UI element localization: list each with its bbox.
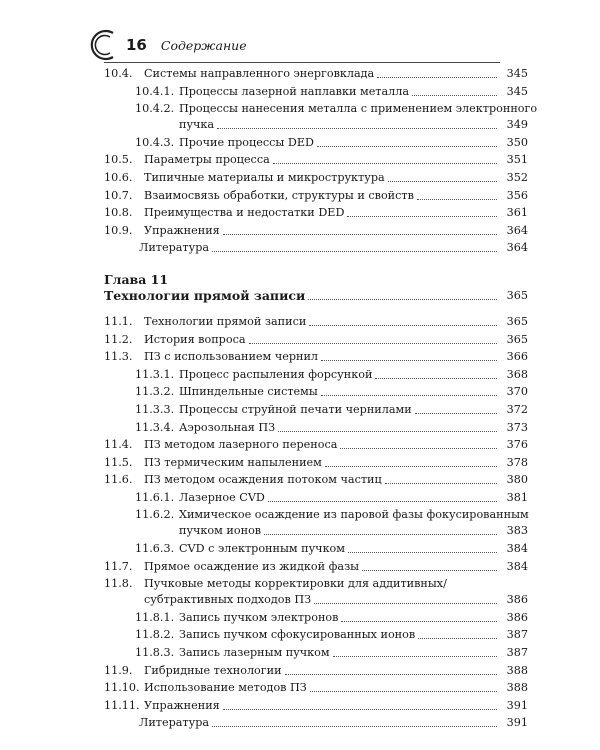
entry-title-text: Шпиндельные системы [179,385,318,399]
toc-entry[interactable] [104,402,528,418]
page-ref: 378 [506,455,528,469]
entry-title [104,314,306,330]
page-ref: 381 [506,490,528,504]
toc-entry[interactable] [104,576,528,608]
entry-title [139,715,209,731]
toc-entry-line [135,507,528,523]
leader-dots [388,181,497,182]
toc-entry[interactable] [104,314,528,330]
page-ref: 352 [506,170,528,184]
entry-title-text: Типичные материалы и микроструктура [144,170,385,184]
toc-entry-line [135,523,528,539]
toc-entry[interactable] [104,188,528,204]
entry-title-line1: Химическое осаждение из паровой фазы фокусированным [179,508,529,522]
toc-entry[interactable] [104,367,528,383]
entry-title [104,472,382,488]
leader-dots [264,534,497,535]
section-number: 10.9. [104,223,133,237]
leader-dots [418,638,497,639]
page-ref: 387 [506,628,528,642]
entry-title-text: CVD с электронным пучком [179,542,345,556]
entry-title [104,205,344,221]
leader-dots [348,552,497,553]
toc-entry[interactable] [104,610,528,626]
entry-title-text: Гибридные технологии [144,663,282,677]
toc-entry-line [104,576,528,592]
entry-title-text: Запись лазерным пучком [179,646,330,660]
entry-title [104,170,385,186]
entry-title [104,188,414,204]
entry-title-text: ПЗ методом лазерного переноса [144,438,338,452]
section-number: 11.8.2. [135,628,175,642]
toc-entry-line [135,117,528,133]
leader-dots [212,726,497,727]
section-number: 11.9. [104,663,133,677]
entry-title [104,332,246,348]
page-ref: 391 [506,716,528,730]
toc-entry[interactable] [104,101,538,133]
section-number: 11.11. [104,698,140,712]
page-ref: 370 [506,385,528,399]
entry-title-text: Процесс распыления форсункой [179,367,373,381]
entry-title-line2: субтрактивных подходов ПЗ [144,593,312,607]
entry-title [104,66,374,82]
entry-title [104,559,359,575]
entry-title-text: Упражнения [144,698,220,712]
entry-title [135,645,330,661]
entry-title [135,420,275,436]
section-number: 10.4.2. [135,102,175,116]
entry-title [135,610,338,626]
leader-dots [377,77,497,78]
leader-dots [314,603,497,604]
toc-entry[interactable] [104,420,528,436]
toc-entry-line [104,592,528,608]
entry-title [104,680,307,696]
section-number: 10.7. [104,188,133,202]
entry-title [104,437,337,453]
entry-title-text: ПЗ термическим напылением [144,455,322,469]
entry-title [135,627,415,643]
page-ref: 365 [506,332,528,346]
entry-title-text: ПЗ методом осаждения потоком частиц [144,473,382,487]
entry-title [135,384,318,400]
leader-dots [273,163,497,164]
entry-title [135,84,409,100]
leader-dots [308,299,497,300]
leader-dots [412,95,497,96]
entry-title-text: Процессы лазерной наплавки металла [179,84,410,98]
entry-title [104,455,322,471]
toc-entry[interactable] [104,384,528,400]
leader-dots [212,251,497,252]
toc-entry[interactable] [104,541,528,557]
entry-title-line1: Процессы нанесения металла с применением электронного [179,102,538,116]
entry-title-line2: пучка [179,118,215,132]
toc-entry[interactable] [104,455,528,471]
section-number: 11.1. [104,314,133,328]
leader-dots [321,395,497,396]
entry-title-line2: пучком ионов [179,524,262,538]
toc-entry[interactable] [104,507,528,539]
section-number: 10.5. [104,153,133,167]
toc-entry[interactable] [104,332,528,348]
chapter-title-row[interactable] [104,288,528,304]
page-ref: 366 [506,350,528,364]
page-ref: 383 [506,524,528,538]
toc-entry[interactable] [104,472,528,488]
page-ref: 391 [506,698,528,712]
entry-title [135,367,372,383]
toc-section-chapter-10 [104,66,538,256]
section-number: 10.4.3. [135,135,175,149]
leader-dots [417,199,497,200]
section-number: 11.6.2. [135,508,175,522]
leader-dots [223,234,497,235]
section-number: 11.8.1. [135,610,175,624]
page-header [88,28,247,62]
toc-entry[interactable] [104,437,528,453]
section-number: 11.3.2. [135,385,175,399]
chapter-heading [104,271,528,304]
entry-title-text: Процессы струйной печати чернилами [179,402,412,416]
leader-dots [375,378,497,379]
page-ref: 372 [506,402,528,416]
page-ref: 361 [506,206,528,220]
toc-entry[interactable] [104,559,528,575]
page-ref: 387 [506,646,528,660]
page-ref: 386 [506,593,528,607]
section-number: 11.3.1. [135,367,175,381]
section-number: 11.6.1. [135,490,175,504]
toc-entry[interactable] [104,680,528,696]
leader-dots [310,691,497,692]
leader-dots [268,501,497,502]
toc-entry[interactable] [104,66,528,82]
toc-entry[interactable] [104,170,528,186]
page-number: 16 [126,36,147,54]
leader-dots [317,146,497,147]
entry-title-text: Лазерное CVD [179,490,265,504]
entry-title-text: Системы направленного энерговклада [144,67,375,80]
page-ref: 364 [506,223,528,237]
page-ref: 388 [506,663,528,677]
page-ref: 365 [506,314,528,328]
entry-title [104,349,318,365]
entry-title-text: Прямое осаждение из жидкой фазы [144,559,360,573]
chapter-title: Технологии прямой записи [104,287,306,303]
leader-dots [347,216,497,217]
entry-title [135,541,345,557]
page-ref: 388 [506,681,528,695]
section-number: 11.10. [104,681,140,695]
section-number: 11.2. [104,332,133,346]
leader-dots [385,483,497,484]
section-number: 11.4. [104,438,133,452]
entry-title-line1: Пучковые методы корректировки для аддитивных/ [144,577,447,591]
page-ref: 386 [506,610,528,624]
section-number: 11.8.3. [135,646,175,660]
section-number: 11.3.3. [135,402,175,416]
page-ref: 373 [506,420,528,434]
page-ref: 356 [506,188,528,202]
entry-title [139,240,209,256]
leader-dots [325,466,497,467]
toc-entry[interactable] [104,698,528,714]
entry-title-text: Аэрозольная ПЗ [179,420,276,434]
entry-title-text: Упражнения [144,223,220,237]
page-ref: 350 [506,135,528,149]
entry-title-text: Литература [139,716,210,730]
toc-entry[interactable] [104,135,528,151]
leader-dots [341,621,497,622]
toc-entry[interactable] [104,223,528,239]
page-ref: 364 [506,241,528,255]
section-number: 10.4.1. [135,84,175,98]
toc-section-chapter-11 [104,314,528,731]
entry-title [104,223,220,239]
page-ref: 365 [506,288,528,302]
toc-entry[interactable] [104,152,528,168]
table-of-contents [104,66,538,733]
entry-title-text: Запись пучком электронов [179,610,339,624]
section-number: 11.3.4. [135,420,175,434]
entry-title [135,402,412,418]
leader-dots [415,413,497,414]
entry-title-text: Взаимосвязь обработки, структуры и свойств [144,188,414,202]
chapter-label: Глава 11 [104,271,169,287]
toc-entry[interactable] [104,490,528,506]
page-ref: 384 [506,542,528,556]
page-ref: 345 [506,84,528,98]
leader-dots [340,448,497,449]
toc-entry[interactable] [104,349,528,365]
leader-dots [333,656,497,657]
page-ref: 351 [506,153,528,167]
toc-entry[interactable] [104,205,528,221]
leader-dots [278,431,497,432]
running-title: Содержание [160,37,247,53]
leader-dots [285,674,497,675]
entry-title-text: Преимущества и недостатки DED [144,206,345,220]
page-ref: 384 [506,559,528,573]
entry-title-text: Параметры процесса [144,153,270,167]
page-ref: 345 [506,67,528,80]
toc-entry-references[interactable] [104,715,528,731]
entry-title [104,152,270,168]
entry-title-text: Технологии прямой записи [144,314,307,328]
entry-title [135,490,265,506]
entry-title-text: ПЗ с использованием чернил [144,350,319,364]
entry-title [135,135,314,151]
section-number: 11.8. [104,577,133,591]
leader-dots [321,360,497,361]
entry-title-text: Литература [139,241,210,255]
leader-dots [309,325,497,326]
leader-dots [223,709,497,710]
toc-entry[interactable] [104,663,528,679]
entry-title [104,698,220,714]
section-number: 11.5. [104,455,133,469]
entry-title [104,663,282,679]
section-number: 11.7. [104,559,133,573]
section-number: 10.8. [104,206,133,220]
section-number: 10.4. [104,67,133,80]
toc-entry-line [135,101,538,117]
entry-title-text: Использование методов ПЗ [144,681,307,695]
section-number: 11.6. [104,473,133,487]
leader-dots [362,570,497,571]
section-number: 11.6.3. [135,542,175,556]
toc-entry[interactable] [104,84,528,100]
section-number: 11.3. [104,350,133,364]
entry-title-text: Прочие процессы DED [179,135,314,149]
page-ref: 349 [506,118,528,132]
toc-entry[interactable] [104,627,528,643]
entry-title-text: История вопроса [144,332,246,346]
toc-entry[interactable] [104,645,528,661]
section-number: 10.6. [104,170,133,184]
leader-dots [249,343,497,344]
page-ref: 376 [506,438,528,452]
toc-entry-references[interactable] [104,240,528,256]
page-ref: 368 [506,367,528,381]
entry-title-text: Запись пучком сфокусированных ионов [179,628,416,642]
header-rule [104,62,500,63]
leader-dots [217,128,497,129]
page-ref: 380 [506,473,528,487]
chapter-circle-icon [88,27,124,63]
